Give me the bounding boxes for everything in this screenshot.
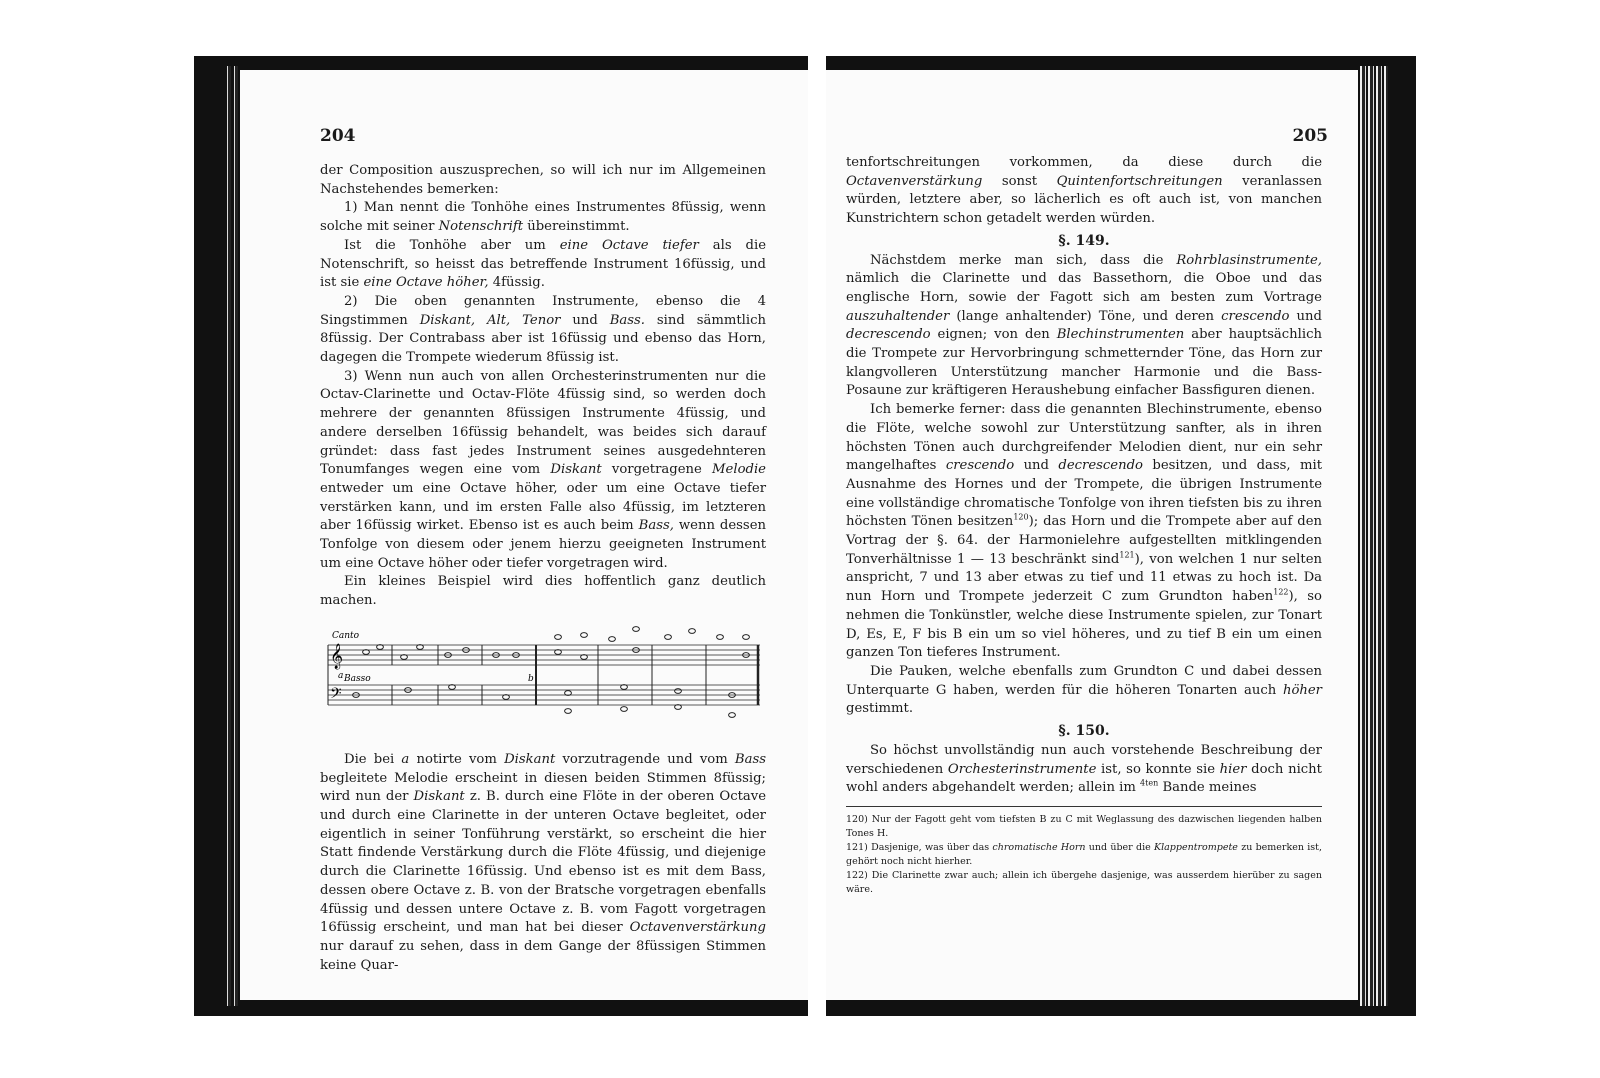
right-page-edges [1358,66,1388,1006]
footnote: 122) Die Clarinette zwar auch; allein ich übergehe dasjenige, was ausserdem hierüber zu sagen wäre. [846,869,1322,895]
treble-clef-icon: 𝄞 [330,643,344,669]
book-gutter [808,56,826,1016]
staff-lines [328,645,760,705]
paragraph: 2) Die oben genannten Instrumente, ebenso die 4 Singstimmen Diskant, Alt, Tenor und Bass. sind sämmtlich 8füssig. Der Contrabass aber ist 16füssig und ebenso das Horn, dagegen die Trompete wiederum 8füssig ist. [320,293,766,366]
canto-label: Canto [332,630,360,641]
paragraph: Die Pauken, welche ebenfalls zum Grundton C und dabei dessen Unterquarte G haben, werden für die höheren Tonarten auch höher gestimmt. [846,663,1322,717]
left-page-text [320,162,766,975]
paragraph: 3) Wenn nun auch von allen Orchesterinstrumenten nur die Octav-Clarinette und Octav-Flöte 4füssig sind, so werden doch mehrere der genannten 8füssigen Instrumente 4füssig, und andere derselben 16füssig behandelt, was beides sich darauf gründet: dass fast jedes Instrument seines ausgedehnteren Tonumfanges wegen eine vom Diskant vorgetragene Melodie entweder um eine Octave höher, oder um eine Octave tiefer verstärken kann, und im ersten Falle also 4füssig, im letzteren aber 16füssig wirket. Ebenso ist es auch beim Bass, wenn dessen Tonfolge von diesem oder jenem hierzu geeigneten Instrument um eine Octave höher oder tiefer vorgetragen wird. [320,368,766,571]
notes [353,626,750,717]
footnote-ref: 122 [1273,587,1289,597]
paragraph: der Composition auszusprechen, so will ich nur im Allgemeinen Nachstehendes bemerken: [320,163,766,197]
paragraph: So höchst unvollständig nun auch vorstehende Beschreibung der verschiedenen Orchesterinstrumente ist, so konnte sie hier doch nicht wohl anders abgehandelt werden; allein im $^{4ten}$ Bande meines [846,742,1322,796]
paragraph: Die bei a notirte vom Diskant vorzutragende und vom Bass begleitete Melodie erscheint in diesen beiden Stimmen 8füssig; wird nun der Diskant z. B. durch eine Flöte in der oberen Octave und durch eine Clarinette in der unteren Octave begleitet, oder eigentlich in seiner Tonführung verstärkt, so erscheint die hier Statt findende Verstärkung durch die Flöte 4füssig, und diejenige durch die Clarinette 16füssig. Und ebenso ist es mit dem Bass, dessen obere Octave z. B. von der Bratsche vorgetragen ebenfalls 4füssig und dessen untere Octave z. B. vom Fagott vorgetragen 16füssig erscheint, und man hat bei dieser Octavenverstärkung nur darauf zu sehen, dass in dem Gange der 8füssigen Stimmen keine Quar- [320,751,767,973]
section-heading: §. 149. [1058,232,1110,249]
open-book [194,56,1416,1016]
paragraph: Ich bemerke ferner: dass die genannten Blechinstrumente, ebenso die Flöte, welche sowohl zur Unterstützung sanfter, als in ihren höchsten Tönen auch durchgreifender Melodien dient, nur ein sehr mangelhaftes crescendo und decrescendo besitzen, und dass, mit Ausnahme des Hornes und der Trompete, die übrigen Instrumente eine vollständige chromatische Tonfolge von ihren tiefsten bis zu ihren höchsten Tönen besitzen$^{120}$); das Horn und die Trompete aber auf den Vortrag der §. 64. der Harmonielehre aufgestellten mitklingenden Tonverhältnisse 1 — 13 beschränkt sind$^{121}$), von welchen 1 nur selten anspricht, 7 und 13 aber etwas zu tief und 11 etwas zu hoch ist. Da nun Horn und Trompete jederzeit C zum Grundton haben$^{122}$), so nehmen die Tonkünstler, welche diese Instrumente spielen, zur Tonart D, Es, E, F bis B ein um so viel höheres, und zu tief B ein um einen ganzen Ton tieferes Instrument. [846,402,1323,661]
footnote: 120) Nur der Fagott geht vom tiefsten B zu C mit Weglassung des dazwischen liegenden halben Tones H. [846,813,1322,839]
basso-label: Basso [344,673,371,684]
page-number-right: 205 [1292,126,1328,146]
mark-b: b [528,673,534,684]
music-example [320,625,766,721]
footnote-ref: 121 [1119,550,1135,560]
footnote: 121) Dasjenige, was über das chromatische Horn und über die Klappentrompete zu bemerken ist, gehört noch nicht hierher. [846,841,1322,867]
right-page-text [846,154,1322,897]
mark-a: a [338,670,344,681]
bass-clef-icon: 𝄢 [330,684,342,706]
left-page [240,70,808,1000]
paragraph: Ist die Tonhöhe aber um eine Octave tiefer als die Notenschrift, so heisst das betreffende Instrument 16füssig, und ist sie eine Octave höher, 4füssig. [320,237,766,291]
barlines [328,645,758,705]
footnote-ref: 120 [1013,512,1029,522]
paragraph: 1) Man nennt die Tonhöhe eines Instrumentes 8füssig, wenn solche mit seiner Notenschrift übereinstimmt. [320,200,766,235]
paragraph: Ein kleines Beispiel wird dies hoffentlich ganz deutlich machen. [320,574,766,609]
section-heading: §. 150. [1058,723,1110,740]
paragraph: tenfortschreitungen vorkommen, da diese durch die Octavenverstärkung sonst Quintenfortschreitungen veranlassen würden, letztere aber, so lächerlich es oft auch ist, von manchen Kunstrichtern schon getadelt werden würden. [846,155,1322,227]
footnotes [846,806,1322,897]
left-page-edges [224,66,240,1006]
paragraph: Nächstdem merke man sich, dass die Rohrblasinstrumente, nämlich die Clarinette und das Bassethorn, die Oboe und das englische Horn, sowie der Fagott sich am besten zum Vortrage auszuhaltender (lange anhaltender) Töne, und deren crescendo und decrescendo eignen; von den Blechinstrumenten aber hauptsächlich die Trompete zur Hervorbringung schmetternder Töne, das Horn zur klangvolleren Unterstützung mancher Harmonie und die Bass-Posaune zur kräftigeren Heraushebung einfacher Bassfiguren dienen. [846,252,1322,399]
page-number-left: 204 [320,126,356,146]
right-page [826,70,1358,1000]
